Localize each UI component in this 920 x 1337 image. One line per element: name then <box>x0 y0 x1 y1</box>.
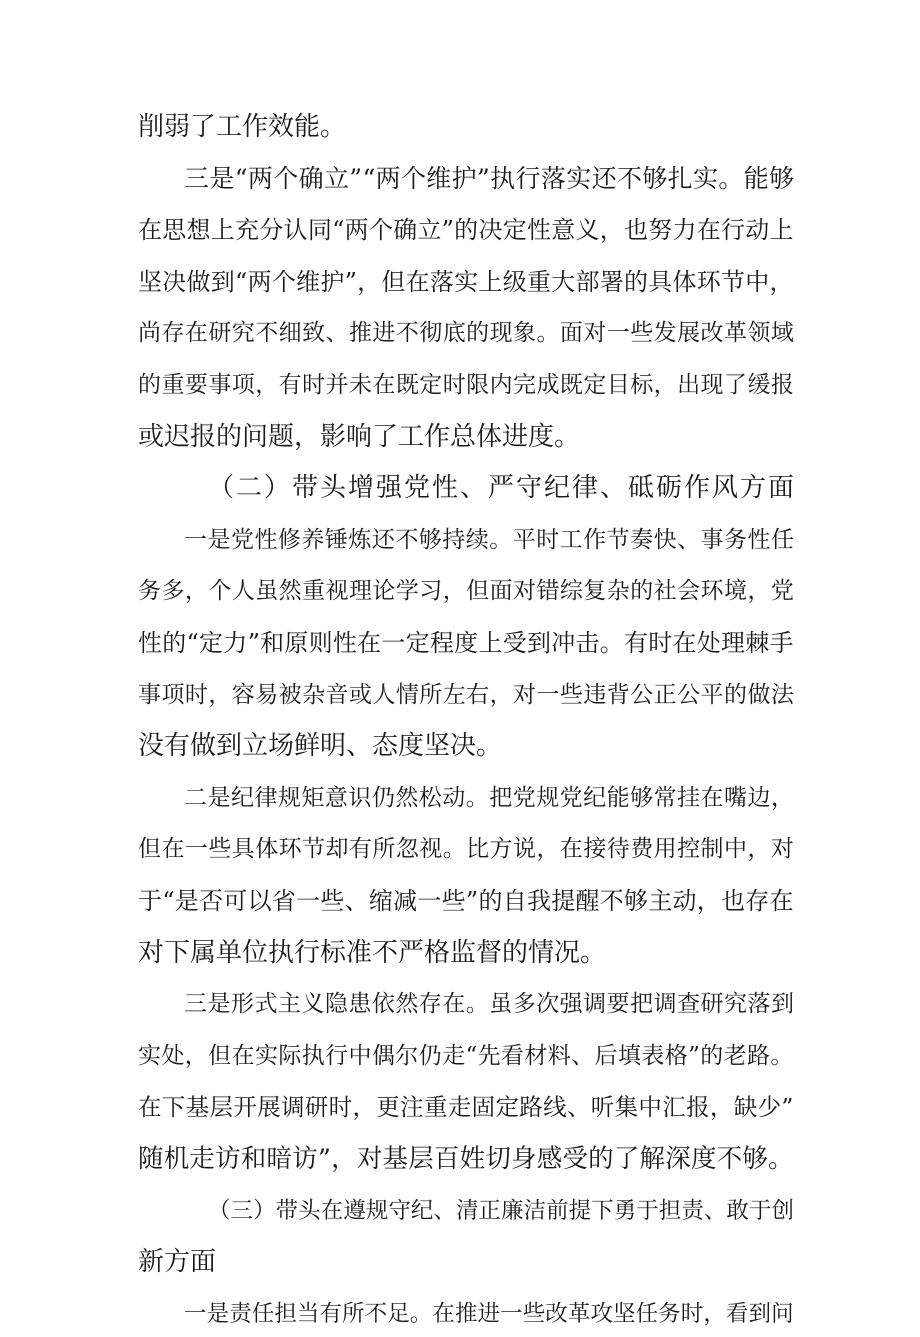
paragraph-line: 没有做到立场鲜明、态度坚决。 <box>138 731 503 761</box>
paragraph-line: 于“是否可以省一些、缩减一些”的自我提醒不够主动，也存在 <box>138 887 794 915</box>
section-heading: （二）带头增强党性、严守纪律、砥砺作风方面 <box>208 473 797 503</box>
paragraph-line: 二是纪律规矩意识仍然松动。把党规党纪能够常挂在嘴边， <box>184 785 795 811</box>
section-heading: （三）带头在遵规守纪、清正廉洁前提下勇于担责、敢于创 <box>208 1198 795 1224</box>
paragraph-line: 对下属单位执行标准不严格监督的情况。 <box>138 938 607 968</box>
paragraph-line: 随机走访和暗访”，对基层百姓切身感受的了解深度不够。 <box>138 1144 794 1174</box>
paragraph-line: 或迟报的问题，影响了工作总体进度。 <box>138 422 581 452</box>
paragraph-line: 事项时，容易被杂音或人情所左右，对一些违背公正公平的做法 <box>138 682 795 708</box>
paragraph-line: 三是形式主义隐患依然存在。虽多次强调要把调查研究落到 <box>184 991 795 1017</box>
paragraph-line: 削弱了工作效能。 <box>138 112 347 142</box>
paragraph-line: 尚存在研究不细致、推进不彻底的现象。面对一些发展改革领域 <box>138 320 795 346</box>
paragraph-line: 三是“两个确立”“两个维护”执行落实还不够扎实。能够 <box>184 164 795 193</box>
paragraph-line: 的重要事项，有时并未在既定时限内完成既定目标，出现了缓报 <box>138 372 795 398</box>
paragraph-line: 一是责任担当有所不足。在推进一些改革攻坚任务时，看到问 <box>184 1301 794 1327</box>
section-heading-continued: 新方面 <box>138 1247 217 1277</box>
paragraph-line: 务多，个人虽然重视理论学习，但面对错综复杂的社会环境，党 <box>138 578 795 604</box>
paragraph-line: 性的“定力”和原则性在一定程度上受到冲击。有时在处理棘手 <box>138 629 794 657</box>
paragraph-line: 但在一些具体环节却有所忽视。比方说，在接待费用控制中，对 <box>138 836 795 862</box>
paragraph-line: 一是党性修养锤炼还不够持续。平时工作节奏快、事务性任 <box>184 527 795 553</box>
paragraph-line: 实处，但在实际执行中偶尔仍走“先看材料、后填表格”的老路。 <box>138 1043 794 1069</box>
paragraph-line: 坚决做到“两个维护”，但在落实上级重大部署的具体环节中， <box>138 268 794 296</box>
paragraph-line: 在下基层开展调研时，更注重走固定路线、听集中汇报，缺少” <box>138 1093 794 1121</box>
paragraph-line: 在思想上充分认同“两个确立”的决定性意义，也努力在行动上 <box>138 216 794 244</box>
